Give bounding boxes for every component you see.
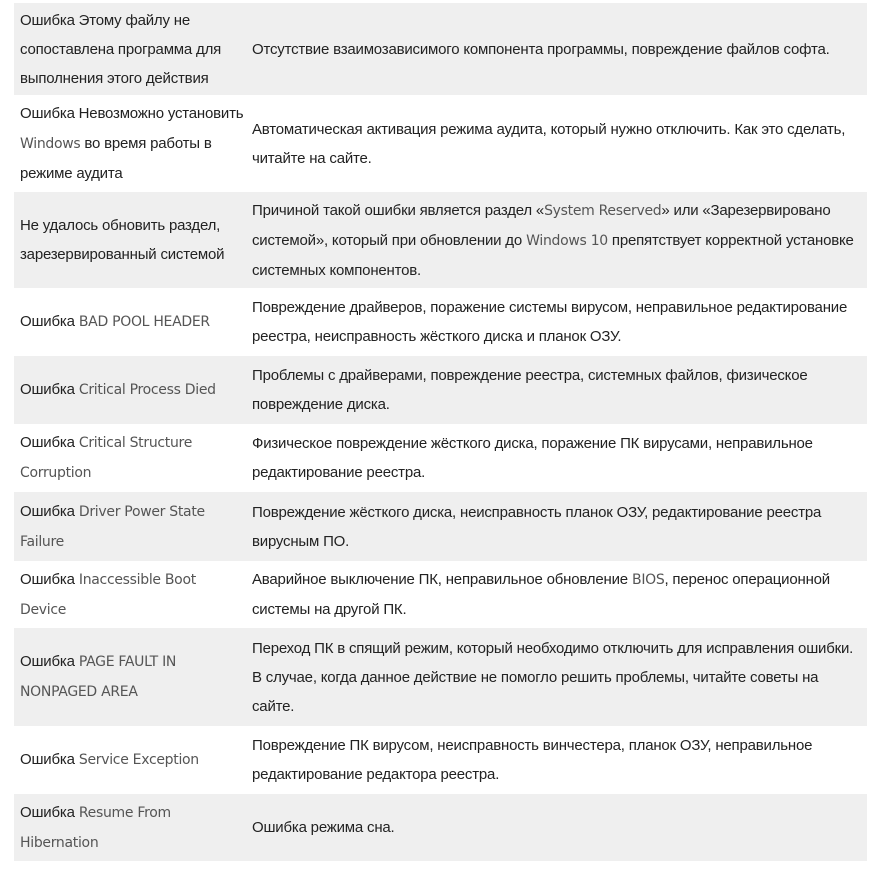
error-cause-cell [248, 424, 867, 492]
table-row [14, 356, 867, 424]
error-name-cell [14, 561, 248, 628]
error-cause-text: Проблемы с драйверами, повреждение реестра, системных файлов, физическое повреждение диска. [252, 367, 808, 413]
error-name-cell [14, 288, 248, 356]
error-name-text: Ошибка Этому файлу не сопоставлена программа для выполнения этого действия [20, 11, 222, 87]
error-name-cell [14, 726, 248, 794]
error-name-text: Ошибка [20, 653, 75, 670]
error-name-text: во время работы в режиме аудита [20, 135, 212, 182]
error-name-text: Driver Power State Failure [20, 503, 205, 550]
error-name-cell [14, 3, 248, 95]
error-cause-cell [248, 356, 867, 424]
error-cause-text: Физическое повреждение жёсткого диска, поражение ПК вирусами, неправильное редактирование реестра. [252, 435, 813, 481]
error-cause-cell [248, 3, 867, 95]
error-cause-text: Повреждение драйверов, поражение системы вирусом, неправильное редактирование реестра, неисправность жёсткого диска и планок ОЗУ. [252, 299, 848, 345]
error-cause-cell [248, 192, 867, 288]
error-name-text: Critical Structure Corruption [20, 435, 193, 481]
error-cause-text: Windows 10 [526, 232, 608, 249]
table-row [14, 561, 867, 628]
error-cause-text: препятствует корректной установке системных компонентов. [252, 231, 854, 279]
error-cause-cell [248, 492, 867, 561]
error-name-cell [14, 492, 248, 561]
error-name-text: Не удалось обновить раздел, зарезервированный системой [20, 217, 225, 263]
error-name-text: Ошибка [20, 803, 75, 821]
error-cause-text: Отсутствие взаимозависимого компонента программы, повреждение файлов софта. [252, 40, 830, 58]
error-name-text: BAD POOL HEADER [78, 314, 210, 330]
error-cause-text: Причиной такой ошибки является раздел « [252, 201, 545, 219]
error-cause-text: Автоматическая активация режима аудита, который нужно отключить. Как это сделать, читайте на сайте. [252, 120, 846, 167]
error-cause-cell [248, 95, 867, 192]
table-row [14, 192, 867, 288]
table-row [14, 3, 867, 95]
error-cause-cell [248, 288, 867, 356]
table-row [14, 288, 867, 356]
error-cause-text: Ошибка режима сна. [252, 819, 395, 836]
error-cause-text: , перенос операционной системы на другой ПК. [252, 571, 830, 618]
error-name-text: Ошибка Невозможно установить [20, 105, 244, 122]
table-row [14, 794, 867, 861]
error-name-text: Ошибка [20, 381, 75, 398]
table-row [14, 492, 867, 561]
error-cause-cell [248, 726, 867, 794]
error-name-text: Critical Process Died [78, 382, 216, 398]
error-name-cell [14, 424, 248, 492]
error-table-body [14, 3, 867, 861]
error-cause-text: Переход ПК в спящий режим, который необходимо отключить для исправления ошибки. В случае, когда данное действие не помогло решить проблемы, читайте советы на сайте. [252, 639, 854, 715]
error-cause-text: Аварийное выключение ПК, неправильное обновление [252, 571, 628, 588]
table-row [14, 726, 867, 794]
error-cause-text: BIOS [632, 572, 665, 588]
error-name-text: Service Exception [78, 752, 199, 768]
error-name-text: Ошибка [20, 434, 75, 451]
table-row [14, 628, 867, 726]
table-row [14, 424, 867, 492]
error-name-text: PAGE FAULT IN NONPAGED AREA [20, 654, 177, 700]
error-name-cell [14, 794, 248, 861]
error-cause-cell [248, 561, 867, 628]
error-name-text: Resume From Hibernation [20, 804, 171, 851]
error-name-text: Ошибка [20, 313, 75, 330]
error-table [14, 3, 867, 861]
error-name-cell [14, 356, 248, 424]
error-name-cell [14, 192, 248, 288]
error-name-text: Ошибка [20, 502, 75, 520]
table-row [14, 95, 867, 192]
error-cause-cell [248, 794, 867, 861]
error-cause-text: » или «Зарезервировано системой», который при обновлении до [252, 201, 831, 249]
error-cause-text: System Reserved [544, 202, 662, 219]
error-table-container [14, 3, 867, 861]
error-name-cell [14, 95, 248, 192]
error-name-text: Ошибка [20, 570, 75, 588]
error-cause-cell [248, 628, 867, 726]
error-name-text: Ошибка [20, 751, 75, 768]
error-name-cell [14, 628, 248, 726]
error-name-text: Inaccessible Boot Device [20, 571, 196, 618]
error-name-text: Windows [20, 136, 81, 152]
error-cause-text: Повреждение жёсткого диска, неисправность планок ОЗУ, редактирование реестра вирусным ПО. [252, 503, 822, 550]
error-cause-text: Повреждение ПК вирусом, неисправность винчестера, планок ОЗУ, неправильное редактирование редактора реестра. [252, 737, 813, 783]
